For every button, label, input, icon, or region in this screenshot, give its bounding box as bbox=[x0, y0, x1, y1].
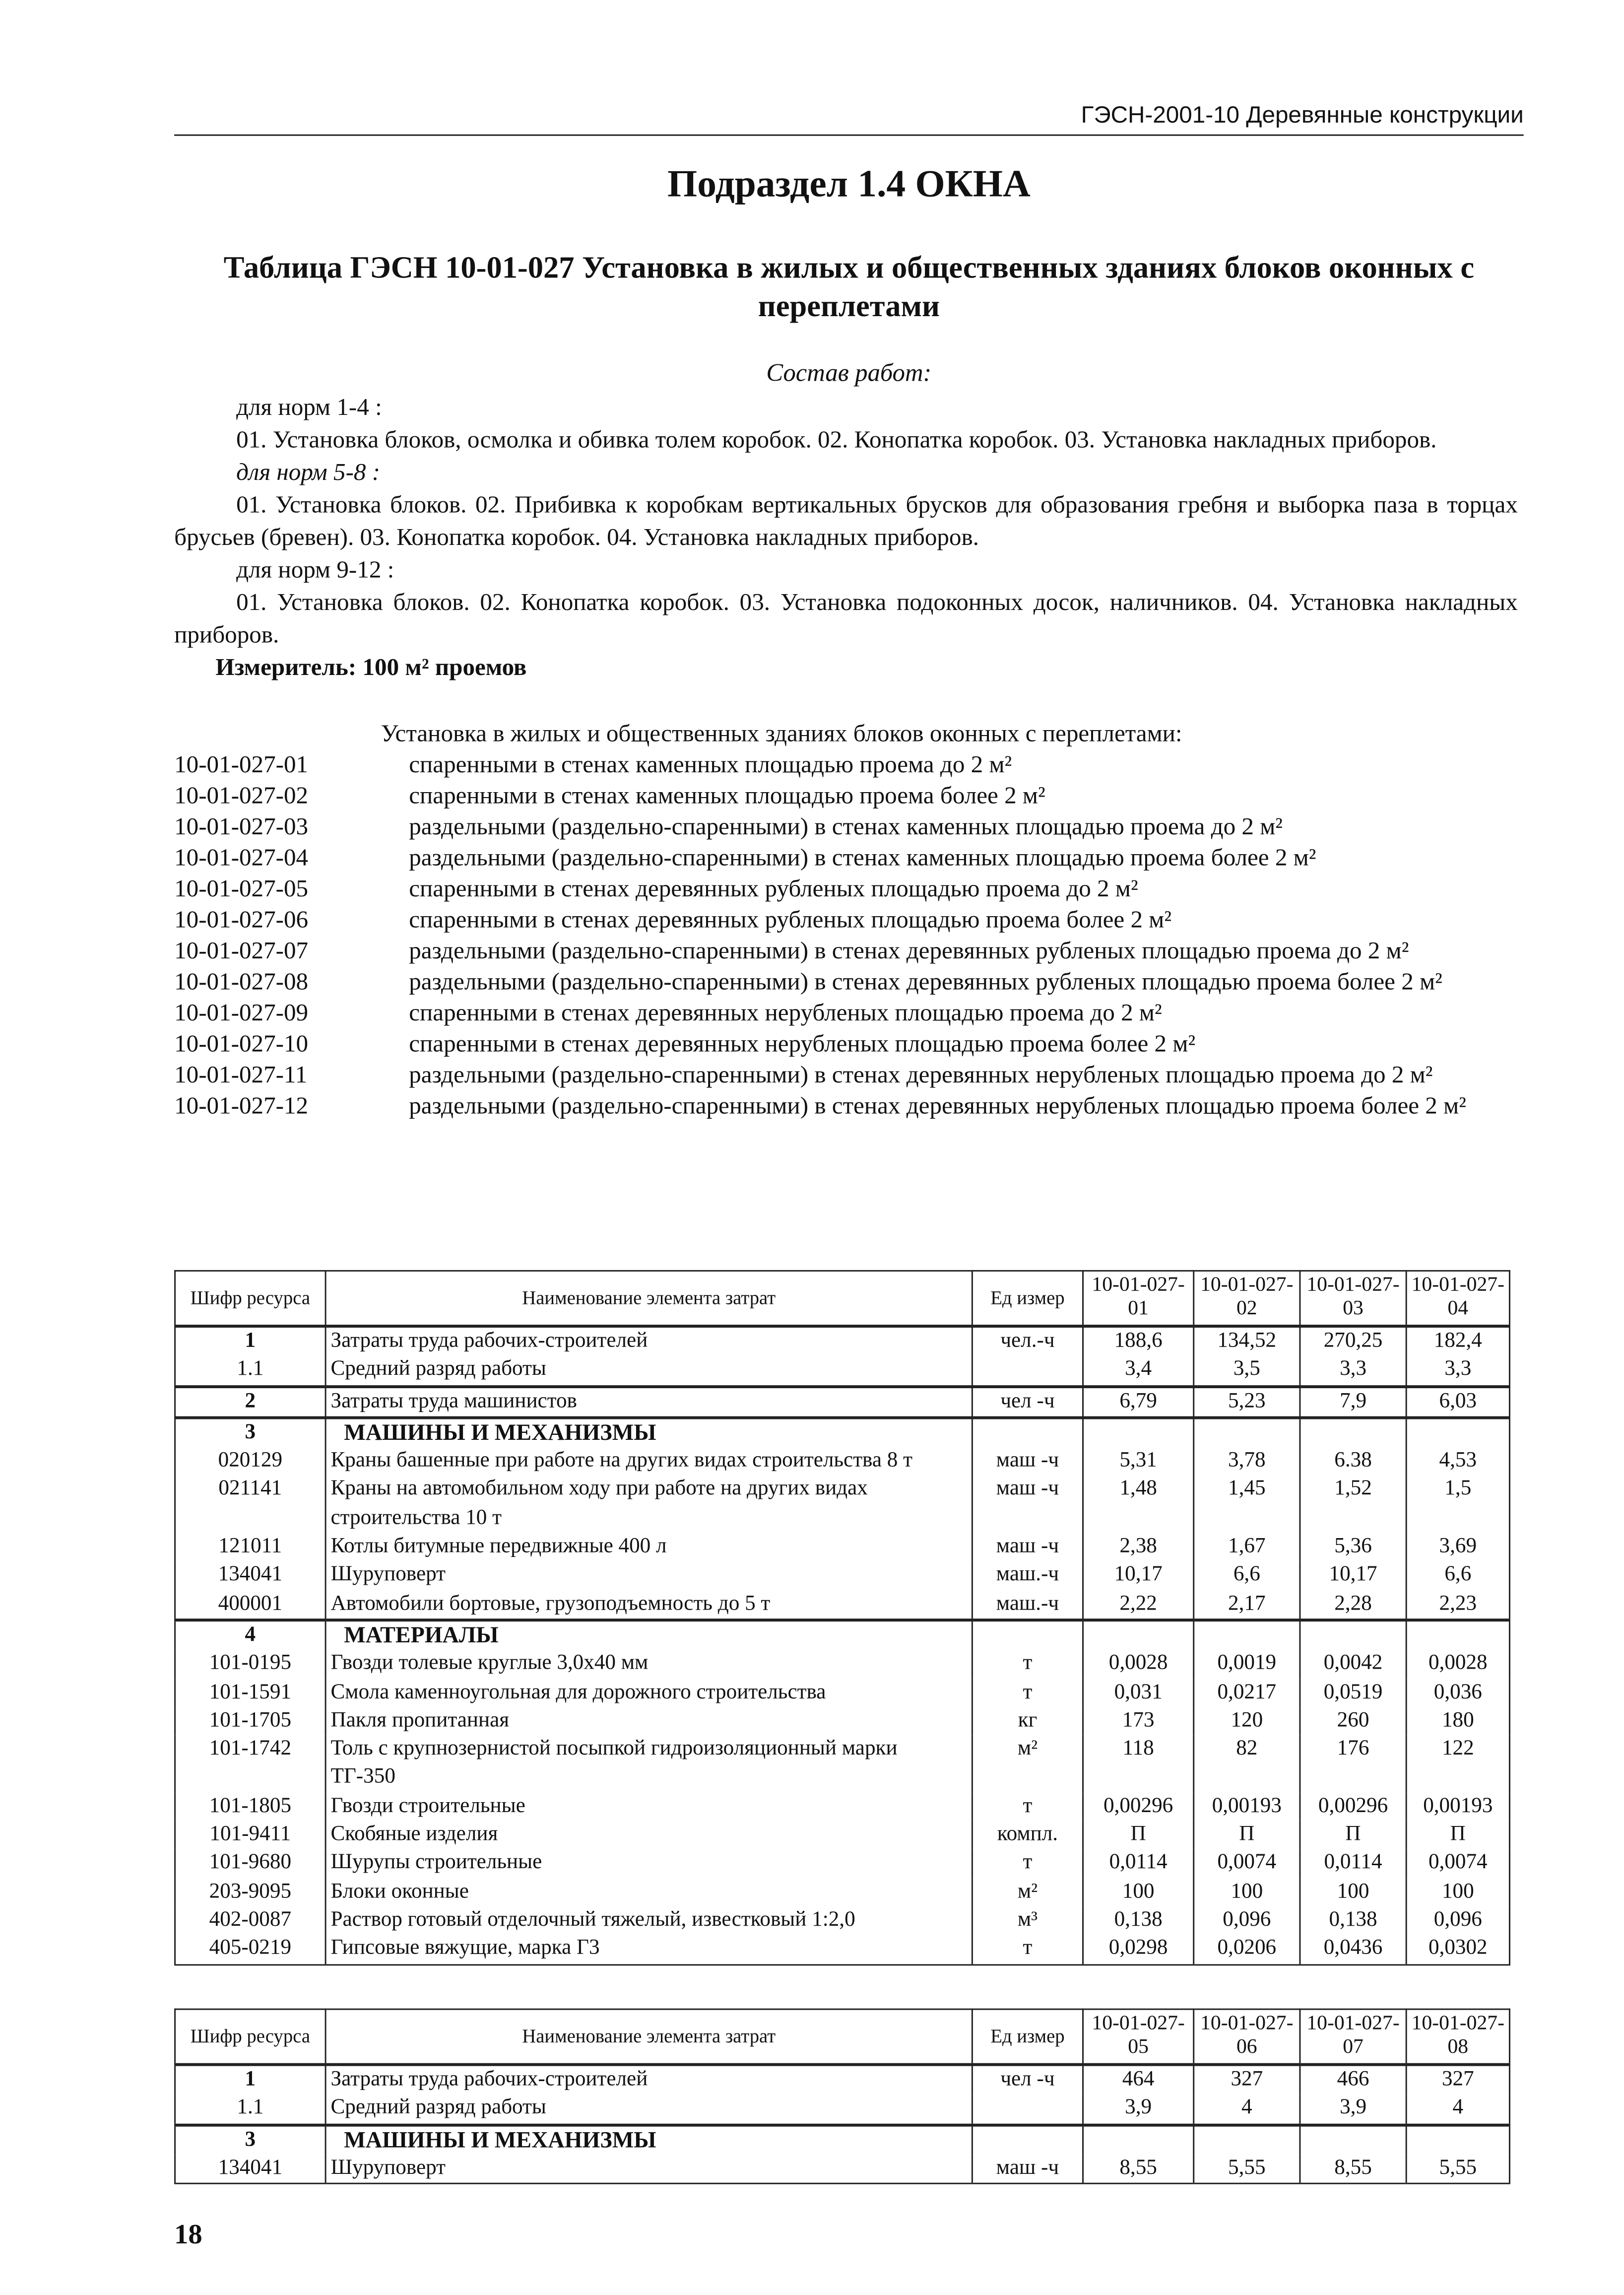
resource-name: Блоки оконные bbox=[325, 1878, 972, 1906]
norm-item bbox=[174, 780, 1509, 810]
resource-value: 0,036 bbox=[1406, 1679, 1509, 1707]
resource-value: 0,00193 bbox=[1406, 1793, 1509, 1821]
resource-value: 3,5 bbox=[1194, 1356, 1300, 1386]
measurer: Измеритель: 100 м² проемов bbox=[215, 653, 527, 681]
resource-unit: чел -ч bbox=[972, 2065, 1083, 2094]
row-group bbox=[175, 2125, 1510, 2184]
resource-value: 3,4 bbox=[1083, 1356, 1194, 1386]
header-norm-column: 10-01-027-07 bbox=[1300, 2009, 1406, 2065]
resource-value bbox=[1406, 1620, 1509, 1650]
resource-name: Затраты труда рабочих-строителей bbox=[325, 2065, 972, 2094]
resource-unit: кг bbox=[972, 1707, 1083, 1735]
resource-value bbox=[1194, 2125, 1300, 2155]
table-row bbox=[175, 1476, 1510, 1533]
resource-value: 0,096 bbox=[1406, 1906, 1509, 1935]
resource-value: 270,25 bbox=[1300, 1326, 1406, 1356]
resource-code: 1.1 bbox=[175, 2094, 326, 2124]
norm-code: 10-01-027-03 bbox=[174, 812, 309, 841]
norm-description: раздельными (раздельно-спаренными) в стенах деревянных рубленых площадью проема более 2 м² bbox=[409, 967, 1442, 996]
work-group-label: для норм 5-8 : bbox=[236, 458, 381, 486]
header-unit: Ед измер bbox=[972, 1271, 1083, 1326]
resource-code: 203-9095 bbox=[175, 1878, 326, 1906]
resource-unit: т bbox=[972, 1849, 1083, 1878]
resource-name: МАШИНЫ И МЕХАНИЗМЫ bbox=[325, 2125, 972, 2155]
resource-name: Автомобили бортовые, грузоподъемность до 5 т bbox=[325, 1590, 972, 1620]
resource-code: 101-1591 bbox=[175, 1679, 326, 1707]
resource-code: 1.1 bbox=[175, 1356, 326, 1386]
norm-description: спаренными в стенах каменных площадью проема до 2 м² bbox=[409, 750, 1012, 779]
resource-value: 6,6 bbox=[1406, 1561, 1509, 1590]
resource-name: Затраты труда рабочих-строителей bbox=[325, 1326, 972, 1356]
resource-value: 1,48 bbox=[1083, 1476, 1194, 1533]
table-row bbox=[175, 1561, 1510, 1590]
resource-value: 327 bbox=[1406, 2065, 1509, 2094]
resource-value: 0,096 bbox=[1194, 1906, 1300, 1935]
resource-code: 020129 bbox=[175, 1448, 326, 1476]
norm-code: 10-01-027-06 bbox=[174, 905, 309, 934]
table-row bbox=[175, 1878, 1510, 1906]
resource-value: 7,9 bbox=[1300, 1386, 1406, 1418]
resource-value: 1,5 bbox=[1406, 1476, 1509, 1533]
resource-value: 2,23 bbox=[1406, 1590, 1509, 1620]
resource-value: 0,0028 bbox=[1406, 1650, 1509, 1678]
resource-value: 0,00296 bbox=[1300, 1793, 1406, 1821]
norm-code: 10-01-027-08 bbox=[174, 967, 309, 996]
resource-unit: маш -ч bbox=[972, 2155, 1083, 2184]
resource-code: 405-0219 bbox=[175, 1935, 326, 1964]
resource-value: 120 bbox=[1194, 1707, 1300, 1735]
table-header-row bbox=[175, 1271, 1510, 1326]
resource-code: 402-0087 bbox=[175, 1906, 326, 1935]
resource-value: 8,55 bbox=[1083, 2155, 1194, 2184]
resource-value: 0,0114 bbox=[1083, 1849, 1194, 1878]
resource-value bbox=[1194, 1418, 1300, 1447]
table-row bbox=[175, 1620, 1510, 1650]
resource-value: 180 bbox=[1406, 1707, 1509, 1735]
norm-code: 10-01-027-10 bbox=[174, 1029, 309, 1058]
resource-name: Шурупы строительные bbox=[325, 1849, 972, 1878]
resource-value: 466 bbox=[1300, 2065, 1406, 2094]
resource-unit: чел -ч bbox=[972, 1386, 1083, 1418]
norm-description: спаренными в стенах каменных площадью проема более 2 м² bbox=[409, 781, 1045, 810]
norm-description: спаренными в стенах деревянных рубленых площадью проема более 2 м² bbox=[409, 905, 1172, 934]
resource-value: 0,00296 bbox=[1083, 1793, 1194, 1821]
resource-value: 6,79 bbox=[1083, 1386, 1194, 1418]
resource-name: МАТЕРИАЛЫ bbox=[325, 1620, 972, 1650]
resource-value: 1,45 bbox=[1194, 1476, 1300, 1533]
norm-item bbox=[174, 842, 1509, 873]
resource-code: 101-1705 bbox=[175, 1707, 326, 1735]
norm-description: раздельными (раздельно-спаренными) в стенах деревянных рубленых площадью проема до 2 м² bbox=[409, 936, 1409, 965]
norm-item bbox=[174, 1059, 1509, 1089]
resource-code: 400001 bbox=[175, 1590, 326, 1620]
norm-item bbox=[174, 811, 1509, 842]
resource-name: Котлы битумные передвижные 400 л bbox=[325, 1533, 972, 1561]
resource-code: 021141 bbox=[175, 1476, 326, 1533]
header-norm-column: 10-01-027-03 bbox=[1300, 1271, 1406, 1326]
resource-unit: м² bbox=[972, 1736, 1083, 1793]
resource-value: 6.38 bbox=[1300, 1448, 1406, 1476]
resource-value: 173 bbox=[1083, 1707, 1194, 1735]
resource-value: 182,4 bbox=[1406, 1326, 1509, 1356]
norm-description: раздельными (раздельно-спаренными) в стенах деревянных нерубленых площадью проема более 2 м² bbox=[409, 1091, 1466, 1120]
resource-unit: маш.-ч bbox=[972, 1590, 1083, 1620]
norm-list-intro: Установка в жилых и общественных зданиях блоков оконных с переплетами: bbox=[381, 719, 1182, 747]
resource-value: 3,3 bbox=[1406, 1356, 1509, 1386]
resource-value: 0,0074 bbox=[1406, 1849, 1509, 1878]
resource-value: 3,9 bbox=[1300, 2094, 1406, 2124]
table-row bbox=[175, 1590, 1510, 1620]
resource-value: 10,17 bbox=[1300, 1561, 1406, 1590]
resource-value: 0,0042 bbox=[1300, 1650, 1406, 1678]
resource-code: 3 bbox=[175, 1418, 326, 1447]
header-code: Шифр ресурса bbox=[175, 1271, 326, 1326]
resource-name: Краны на автомобильном ходу при работе на других видах строительства 10 т bbox=[325, 1476, 972, 1533]
header-norm-column: 10-01-027-08 bbox=[1406, 2009, 1509, 2065]
header-norm-column: 10-01-027-02 bbox=[1194, 1271, 1300, 1326]
table-row bbox=[175, 1679, 1510, 1707]
resource-value: 122 bbox=[1406, 1736, 1509, 1793]
resource-value: П bbox=[1194, 1821, 1300, 1849]
resource-value bbox=[1083, 1620, 1194, 1650]
resource-value: 82 bbox=[1194, 1736, 1300, 1793]
section-title: Подраздел 1.4 ОКНА bbox=[667, 162, 1031, 205]
norm-description: раздельными (раздельно-спаренными) в стенах деревянных нерубленых площадью проема до 2 м² bbox=[409, 1060, 1433, 1088]
work-group-label: для норм 1-4 : bbox=[236, 393, 382, 421]
resource-value: 188,6 bbox=[1083, 1326, 1194, 1356]
table-row bbox=[175, 1418, 1510, 1447]
resource-unit: м² bbox=[972, 1878, 1083, 1906]
table-row bbox=[175, 1906, 1510, 1935]
composition-label: Состав работ: bbox=[766, 359, 932, 387]
resource-name: МАШИНЫ И МЕХАНИЗМЫ bbox=[325, 1418, 972, 1447]
table-row bbox=[175, 2155, 1510, 2184]
resource-value bbox=[1300, 1418, 1406, 1447]
resource-value: 0,138 bbox=[1300, 1906, 1406, 1935]
table-row bbox=[175, 2065, 1510, 2094]
resource-value: 260 bbox=[1300, 1707, 1406, 1735]
resource-value: 0,0298 bbox=[1083, 1935, 1194, 1964]
resource-unit bbox=[972, 1620, 1083, 1650]
resource-unit bbox=[972, 1418, 1083, 1447]
row-group bbox=[175, 1620, 1510, 1964]
header-norm-column: 10-01-027-01 bbox=[1083, 1271, 1194, 1326]
resource-code: 101-9680 bbox=[175, 1849, 326, 1878]
work-group-text: 01. Установка блоков. 02. Прибивка к коробкам вертикальных брусков для образования гребня и выборка паза в торцах брусьев (бревен). 03. Конопатка коробок. 04. Установка накладных приборов. bbox=[174, 490, 1518, 551]
resource-unit: т bbox=[972, 1650, 1083, 1678]
header-name: Наименование элемента затрат bbox=[325, 1271, 972, 1326]
header-norm-column: 10-01-027-04 bbox=[1406, 1271, 1509, 1326]
resource-value bbox=[1083, 2125, 1194, 2155]
norm-description: раздельными (раздельно-спаренными) в стенах каменных площадью проема до 2 м² bbox=[409, 812, 1283, 841]
table-row bbox=[175, 2094, 1510, 2124]
header-norm-column: 10-01-027-05 bbox=[1083, 2009, 1194, 2065]
resource-value bbox=[1300, 1620, 1406, 1650]
resource-code: 134041 bbox=[175, 2155, 326, 2184]
table-row bbox=[175, 1448, 1510, 1476]
resource-value: 0,0206 bbox=[1194, 1935, 1300, 1964]
resource-unit: маш -ч bbox=[972, 1448, 1083, 1476]
resource-value: 327 bbox=[1194, 2065, 1300, 2094]
resource-unit: т bbox=[972, 1793, 1083, 1821]
resource-value: 2,17 bbox=[1194, 1590, 1300, 1620]
resource-value: 0,138 bbox=[1083, 1906, 1194, 1935]
work-composition bbox=[174, 392, 1518, 684]
resource-value: П bbox=[1083, 1821, 1194, 1849]
resource-code: 134041 bbox=[175, 1561, 326, 1590]
resource-value: П bbox=[1406, 1821, 1509, 1849]
resource-name: Гвозди строительные bbox=[325, 1793, 972, 1821]
norm-code: 10-01-027-12 bbox=[174, 1091, 309, 1120]
resource-value: 134,52 bbox=[1194, 1326, 1300, 1356]
table-row bbox=[175, 1935, 1510, 1964]
row-group bbox=[175, 1326, 1510, 1386]
norm-item bbox=[174, 904, 1509, 935]
norm-code: 10-01-027-11 bbox=[174, 1060, 308, 1088]
resource-name: Раствор готовый отделочный тяжелый, известковый 1:2,0 bbox=[325, 1906, 972, 1935]
norm-description: спаренными в стенах деревянных нерубленых площадью проема до 2 м² bbox=[409, 998, 1162, 1026]
resource-value: 6,6 bbox=[1194, 1561, 1300, 1590]
resource-code: 101-0195 bbox=[175, 1650, 326, 1678]
work-group-label: для норм 9-12 : bbox=[236, 555, 394, 584]
resource-value: 3,69 bbox=[1406, 1533, 1509, 1561]
resource-unit: м³ bbox=[972, 1906, 1083, 1935]
table-header-row bbox=[175, 2009, 1510, 2065]
norm-code: 10-01-027-07 bbox=[174, 936, 309, 965]
resource-name: Смола каменноугольная для дорожного строительства bbox=[325, 1679, 972, 1707]
resource-value: 0,0217 bbox=[1194, 1679, 1300, 1707]
resource-value: 0,00193 bbox=[1194, 1793, 1300, 1821]
resource-value: 464 bbox=[1083, 2065, 1194, 2094]
norm-list bbox=[174, 718, 1509, 1121]
norm-item bbox=[174, 935, 1509, 965]
table-row bbox=[175, 1356, 1510, 1386]
norm-item bbox=[174, 997, 1509, 1027]
table-row bbox=[175, 1849, 1510, 1878]
resource-value: 0,0028 bbox=[1083, 1650, 1194, 1678]
resource-value: 8,55 bbox=[1300, 2155, 1406, 2184]
resource-value: 5,55 bbox=[1194, 2155, 1300, 2184]
resource-name: Гипсовые вяжущие, марка Г3 bbox=[325, 1935, 972, 1964]
resource-value: 2,38 bbox=[1083, 1533, 1194, 1561]
norm-item bbox=[174, 1090, 1509, 1121]
row-group bbox=[175, 1386, 1510, 1418]
resource-name: Средний разряд работы bbox=[325, 2094, 972, 2124]
resource-unit: т bbox=[972, 1935, 1083, 1964]
resource-value: 1,52 bbox=[1300, 1476, 1406, 1533]
resource-code: 4 bbox=[175, 1620, 326, 1650]
resource-code: 2 bbox=[175, 1386, 326, 1418]
norm-description: спаренными в стенах деревянных нерубленых площадью проема более 2 м² bbox=[409, 1029, 1196, 1058]
work-group-text: 01. Установка блоков. 02. Конопатка коробок. 03. Установка подоконных досок, наличников. 04. Установка накладных приборов. bbox=[174, 588, 1518, 649]
resource-value: 5,23 bbox=[1194, 1386, 1300, 1418]
resource-value: 1,67 bbox=[1194, 1533, 1300, 1561]
table-row bbox=[175, 1707, 1510, 1735]
norm-item bbox=[174, 1028, 1509, 1059]
row-group bbox=[175, 1418, 1510, 1620]
resource-unit: маш.-ч bbox=[972, 1561, 1083, 1590]
resource-name: Гвозди толевые круглые 3,0х40 мм bbox=[325, 1650, 972, 1678]
resource-value: П bbox=[1300, 1821, 1406, 1849]
table-title: Таблица ГЭСН 10-01-027 Установка в жилых и общественных зданиях блоков оконных с переплетами bbox=[223, 249, 1475, 324]
resource-value: 4 bbox=[1406, 2094, 1509, 2124]
header-code: Шифр ресурса bbox=[175, 2009, 326, 2065]
table-row bbox=[175, 1326, 1510, 1356]
resource-value: 0,0519 bbox=[1300, 1679, 1406, 1707]
resource-value: 4 bbox=[1194, 2094, 1300, 2124]
page-number: 18 bbox=[174, 2220, 202, 2251]
resource-value: 176 bbox=[1300, 1736, 1406, 1793]
resource-name: Затраты труда машинистов bbox=[325, 1386, 972, 1418]
resource-value: 5,31 bbox=[1083, 1448, 1194, 1476]
resource-value: 2,28 bbox=[1300, 1590, 1406, 1620]
resource-name: Шуруповерт bbox=[325, 1561, 972, 1590]
resource-unit: компл. bbox=[972, 1821, 1083, 1849]
resource-name: Краны башенные при работе на других видах строительства 8 т bbox=[325, 1448, 972, 1476]
resource-unit bbox=[972, 2094, 1083, 2124]
resource-value: 100 bbox=[1194, 1878, 1300, 1906]
resource-name: Пакля пропитанная bbox=[325, 1707, 972, 1735]
resource-value: 6,03 bbox=[1406, 1386, 1509, 1418]
resource-table-2 bbox=[174, 2009, 1510, 2185]
resource-value: 3,9 bbox=[1083, 2094, 1194, 2124]
resource-value: 0,0074 bbox=[1194, 1849, 1300, 1878]
norm-item bbox=[174, 966, 1509, 997]
table-row bbox=[175, 1386, 1510, 1418]
norm-code: 10-01-027-05 bbox=[174, 874, 309, 903]
running-header: ГЭСН-2001-10 Деревянные конструкции bbox=[174, 103, 1524, 135]
header-name: Наименование элемента затрат bbox=[325, 2009, 972, 2065]
resource-unit: чел.-ч bbox=[972, 1326, 1083, 1356]
resource-value: 100 bbox=[1300, 1878, 1406, 1906]
resource-value: 118 bbox=[1083, 1736, 1194, 1793]
table-row bbox=[175, 1821, 1510, 1849]
resource-value: 0,0114 bbox=[1300, 1849, 1406, 1878]
resource-value: 3,78 bbox=[1194, 1448, 1300, 1476]
resource-value: 4,53 bbox=[1406, 1448, 1509, 1476]
resource-value: 0,031 bbox=[1083, 1679, 1194, 1707]
resource-value bbox=[1300, 2125, 1406, 2155]
resource-value: 2,22 bbox=[1083, 1590, 1194, 1620]
resource-unit: маш -ч bbox=[972, 1533, 1083, 1561]
resource-value: 5,55 bbox=[1406, 2155, 1509, 2184]
table-row bbox=[175, 1736, 1510, 1793]
norm-item bbox=[174, 749, 1509, 780]
resource-value bbox=[1083, 1418, 1194, 1447]
resource-code: 121011 bbox=[175, 1533, 326, 1561]
norm-code: 10-01-027-02 bbox=[174, 781, 309, 810]
norm-code: 10-01-027-09 bbox=[174, 998, 309, 1026]
norm-code: 10-01-027-04 bbox=[174, 843, 309, 872]
norm-item bbox=[174, 873, 1509, 904]
resource-value: 10,17 bbox=[1083, 1561, 1194, 1590]
resource-code: 101-9411 bbox=[175, 1821, 326, 1849]
resource-value: 3,3 bbox=[1300, 1356, 1406, 1386]
resource-value: 0,0019 bbox=[1194, 1650, 1300, 1678]
resource-value: 0,0436 bbox=[1300, 1935, 1406, 1964]
resource-value: 5,36 bbox=[1300, 1533, 1406, 1561]
resource-unit: маш -ч bbox=[972, 1476, 1083, 1533]
norm-description: раздельными (раздельно-спаренными) в стенах каменных площадью проема более 2 м² bbox=[409, 843, 1316, 872]
resource-unit: т bbox=[972, 1679, 1083, 1707]
resource-code: 101-1742 bbox=[175, 1736, 326, 1793]
resource-code: 1 bbox=[175, 1326, 326, 1356]
header-unit: Ед измер bbox=[972, 2009, 1083, 2065]
norm-code: 10-01-027-01 bbox=[174, 750, 309, 779]
resource-name: Толь с крупнозернистой посыпкой гидроизоляционный марки ТГ-350 bbox=[325, 1736, 972, 1793]
resource-name: Средний разряд работы bbox=[325, 1356, 972, 1386]
table-row bbox=[175, 1533, 1510, 1561]
header-norm-column: 10-01-027-06 bbox=[1194, 2009, 1300, 2065]
table-row bbox=[175, 1793, 1510, 1821]
resource-name: Скобяные изделия bbox=[325, 1821, 972, 1849]
resource-value bbox=[1194, 1620, 1300, 1650]
resource-unit bbox=[972, 1356, 1083, 1386]
resource-value bbox=[1406, 1418, 1509, 1447]
resource-code: 1 bbox=[175, 2065, 326, 2094]
resource-value: 0,0302 bbox=[1406, 1935, 1509, 1964]
norm-description: спаренными в стенах деревянных рубленых площадью проема до 2 м² bbox=[409, 874, 1138, 903]
table-row bbox=[175, 2125, 1510, 2155]
resource-value bbox=[1406, 2125, 1509, 2155]
resource-table-1 bbox=[174, 1270, 1510, 1965]
resource-name: Шуруповерт bbox=[325, 2155, 972, 2184]
resource-code: 3 bbox=[175, 2125, 326, 2155]
table-row bbox=[175, 1650, 1510, 1678]
resource-value: 100 bbox=[1406, 1878, 1509, 1906]
work-group-text: 01. Установка блоков, осмолка и обивка толем коробок. 02. Конопатка коробок. 03. Установка накладных приборов. bbox=[236, 425, 1437, 454]
row-group bbox=[175, 2065, 1510, 2125]
resource-code: 101-1805 bbox=[175, 1793, 326, 1821]
resource-unit bbox=[972, 2125, 1083, 2155]
resource-value: 100 bbox=[1083, 1878, 1194, 1906]
